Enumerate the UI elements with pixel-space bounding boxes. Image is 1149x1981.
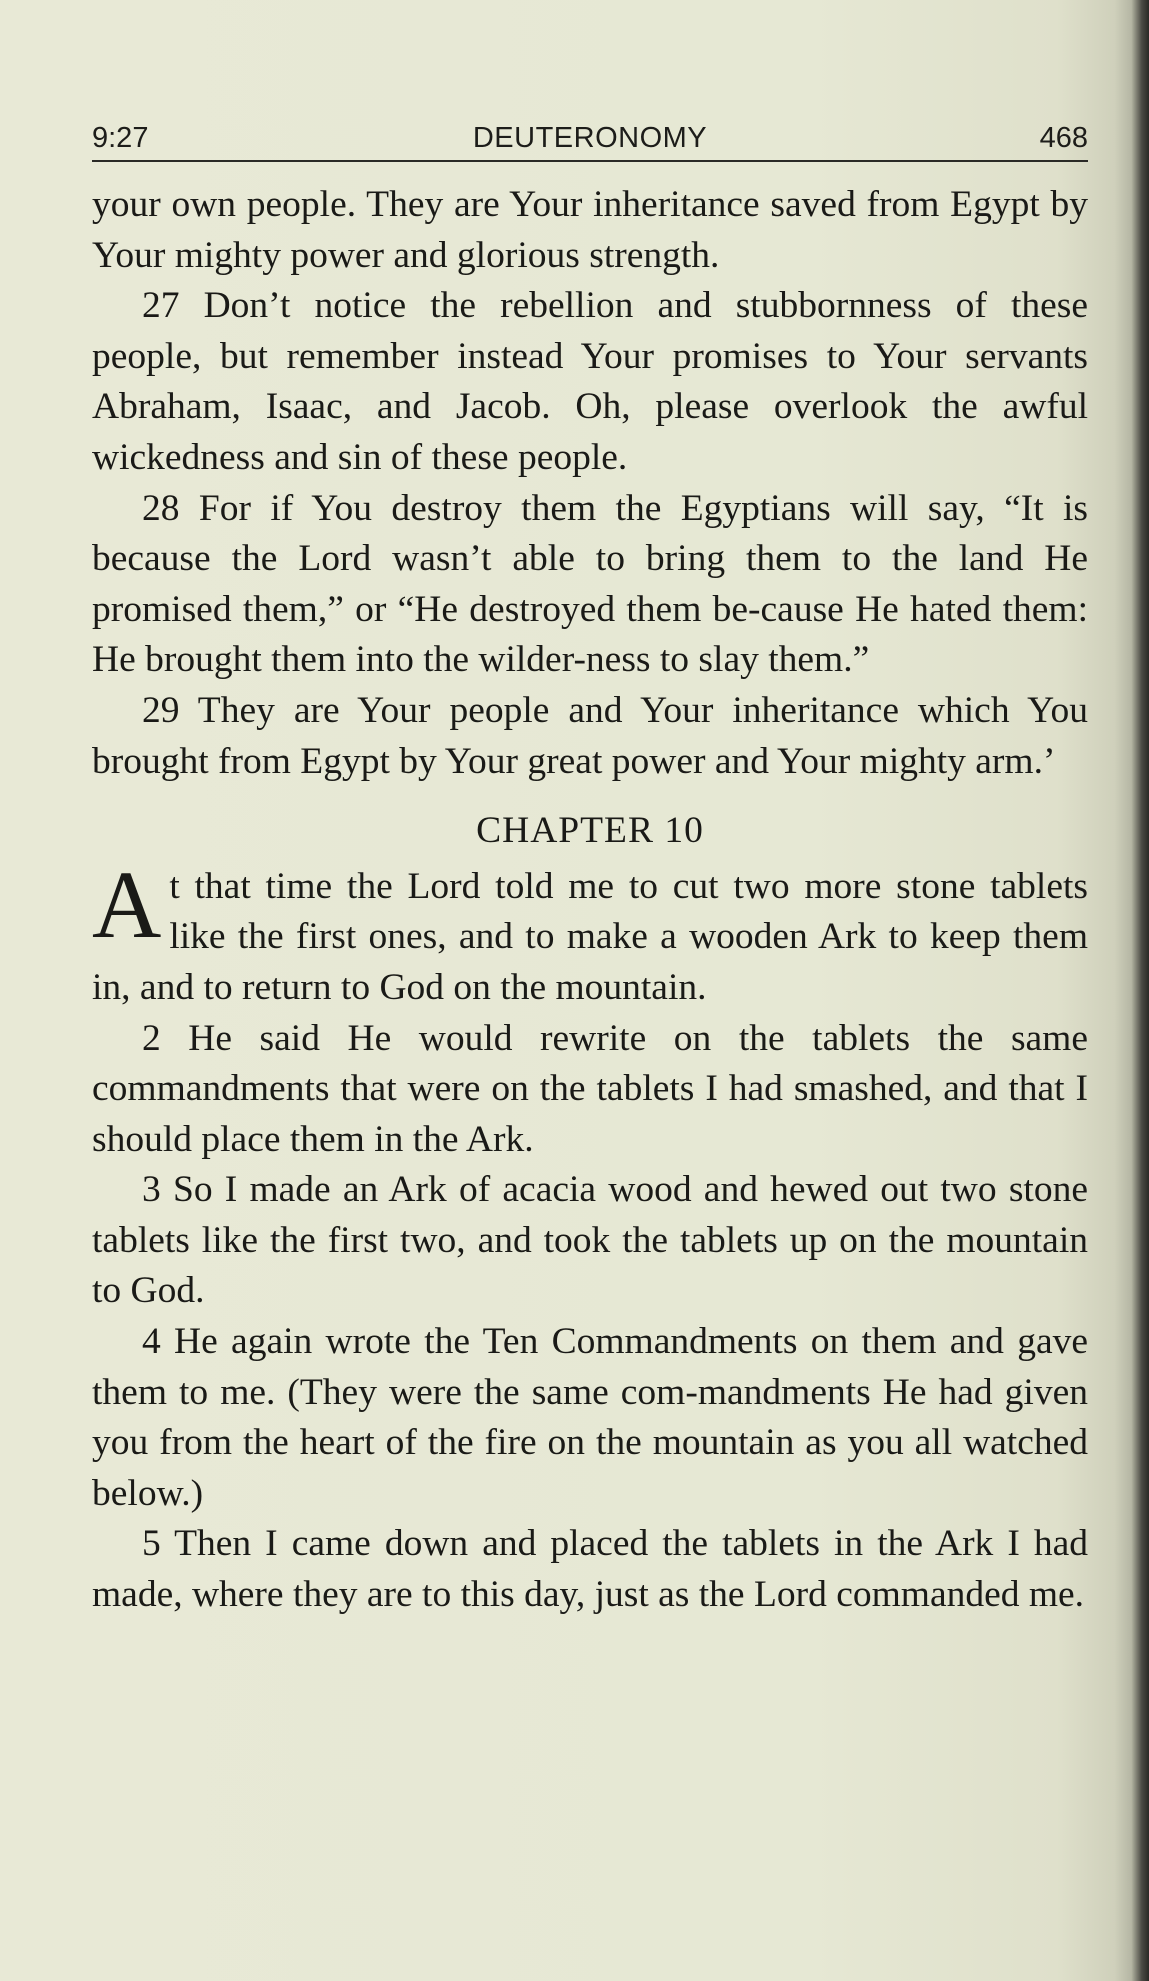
verse-1-text: t that time the Lord told me to cut two more stone tablets like the first ones, and to make a wooden Ark to keep them in, and to return to God on the mountain. — [92, 865, 1088, 1008]
paragraph-continued: your own people. They are Your inheritance saved from Egypt by Your mighty power and glorious strength. — [92, 184, 1088, 276]
verse-reference: 9:27 — [92, 122, 149, 154]
verse-5: 5 Then I came down and placed the tablets in the Ark I had made, where they are to this day, just as the Lord commanded me. — [92, 1523, 1088, 1616]
verse-28: 28 For if You destroy them the Egyptians will say, “It is because the Lord wasn’t able to bring them to the land He promised them,” or “He destroyed them be-cause He hated them: He brought them into the wilder-ness to slay them.” — [92, 487, 1088, 681]
page-edge — [1131, 0, 1149, 1981]
verse-1 — [92, 850, 1088, 1014]
verse-27: 27 Don’t notice the rebellion and stubbornness of these people, but remember instead Your promises to Your servants Abraham, Isaac, and Jacob. Oh, please overlook the awful wickedness and sin of these people. — [92, 285, 1088, 478]
running-header — [92, 118, 1088, 162]
verse-29: 29 They are Your people and Your inheritance which You brought from Egypt by Your great power and Your mighty arm.’ — [92, 689, 1088, 782]
chapter-heading: CHAPTER 10 — [476, 810, 704, 852]
verse-3: 3 So I made an Ark of acacia wood and hewed out two stone tablets like the first two, and took the tablets up on the mountain to God. — [92, 1169, 1088, 1312]
page-number: 468 — [1039, 122, 1088, 154]
drop-cap: A — [92, 850, 162, 958]
verse-2: 2 He said He would rewrite on the tablets the same commandments that were on the tablets I had smashed, and that I should place them in the Ark. — [92, 1017, 1088, 1160]
book-title: DEUTERONOMY — [472, 122, 708, 154]
page-body — [92, 180, 1088, 1621]
verse-4: 4 He again wrote the Ten Commandments on them and gave them to me. (They were the same com-mandments He had given you from the heart of the fire on the mountain as you all watched below.) — [92, 1321, 1088, 1514]
